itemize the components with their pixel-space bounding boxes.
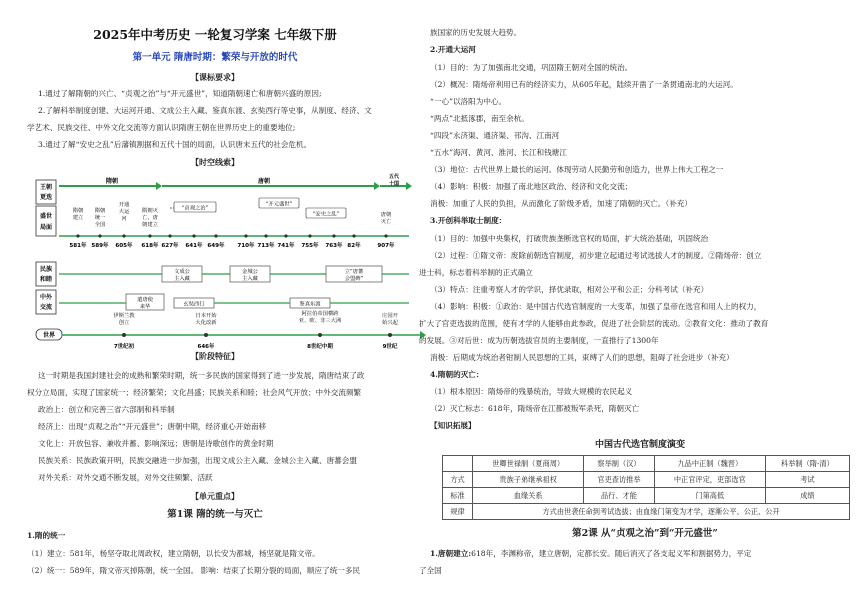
canal-item: “一心”以洛阳为中心。 xyxy=(430,97,507,106)
table-cell: 考试 xyxy=(765,472,849,488)
objective-line: 3.通过了解“安史之乱”后藩镇割据和五代十国的局面，认识唐末五代的社会危机。 xyxy=(38,140,312,149)
row-label-prosperity-2: 局面 xyxy=(39,224,53,231)
table-header-cell: 世卿世禄制（夏商周） xyxy=(473,456,584,472)
table-header-cell: 九品中正制（魏晋） xyxy=(654,456,765,472)
year-tick xyxy=(284,234,287,237)
table-header-cell: 科举制（隋-清） xyxy=(765,456,849,472)
row-label-dynasty-1: 王朝 xyxy=(39,184,53,191)
year-tick xyxy=(122,234,125,237)
feature-line: 对外关系：对外交通不断发展，对外交往频繁、活跃 xyxy=(38,473,213,482)
world-event-labels xyxy=(113,309,398,326)
event-unify: 隋朝 xyxy=(94,208,106,214)
year-tick xyxy=(168,234,171,237)
year-tick xyxy=(332,234,335,237)
row-label-prosperity-1: 盛世 xyxy=(39,213,53,220)
canal-item: （4）影响：积极：加强了南北地区政治、经济和文化交流； xyxy=(430,182,633,191)
table-cell: 门第高低 xyxy=(654,488,765,504)
table-cell: 中正官评定，吏部选官 xyxy=(654,472,765,488)
world-event-dot xyxy=(204,333,208,337)
row-label-foreign-2: 交流 xyxy=(39,304,53,311)
arrow-icon xyxy=(374,182,380,190)
timeline-heading: 【时空线索】 xyxy=(191,157,239,167)
lesson1-section-title: 1.隋的统一 xyxy=(27,531,66,540)
feature-line: 文化上：开放包容、兼收并蓄、影响深远；唐朝是诗歌创作的黄金时期 xyxy=(38,439,274,448)
foreign-event-xuanzang: 玄奘西行 xyxy=(183,301,205,308)
page-title: 2025年中考历史 一轮复习学案 七年级下册 xyxy=(93,27,337,42)
year-label: 741年 xyxy=(277,243,295,249)
year-label: 710年 xyxy=(237,243,255,249)
year-tick xyxy=(192,234,195,237)
table-cell: 方式由世袭任命到考试选拔；由血缘门第变为才学，逐渐公平、公正、公开 xyxy=(473,504,850,520)
year-label: 907年 xyxy=(377,243,395,249)
event-sui-fall: 隋朝灭 xyxy=(142,208,158,214)
year-label: 763年 xyxy=(325,243,343,249)
world-time: 7世纪初 xyxy=(113,344,135,350)
world-time: 646年 xyxy=(197,344,215,350)
world-event-dot xyxy=(122,333,126,337)
ethnic-event-alliance-2: 会盟碑” xyxy=(344,276,364,282)
lesson2-item xyxy=(430,549,751,559)
feature-line: 这一时期是我国封建社会的成熟和繁荣时期，统一多民族的国家得到了进一步发展，隋唐结束了政 xyxy=(38,371,365,380)
ethnic-event-jincheng: 金城公 xyxy=(242,269,258,275)
year-label: 82年 xyxy=(347,243,361,249)
year-label: 581年 xyxy=(69,243,87,249)
exam-item: （3）特点：注重考察人才的学识，择优录取，相对公平和公正；分科考试（补充） xyxy=(430,285,709,294)
event-canal-3: 河 xyxy=(121,216,127,222)
objective-line: 1.通过了解隋朝的兴亡、“贞观之治”与“开元盛世”，知道隋朝速亡和唐朝兴盛的原因; xyxy=(38,89,322,98)
world-event-dot xyxy=(318,333,322,337)
year-tick xyxy=(214,234,217,237)
world-time: 8世纪中期 xyxy=(307,344,333,350)
exam-item: 的发展。③对后世：成为历朝选拔官员的主要制度，一直推行了1300年 xyxy=(419,336,659,345)
ethnic-event-wencheng: 文成公 xyxy=(174,269,190,275)
period-kaiyuan-label: “开元盛世” xyxy=(265,201,293,208)
year-label: 618年 xyxy=(141,243,159,249)
table-cell: 标准 xyxy=(443,488,473,504)
row-label-dynasty-2: 更迭 xyxy=(39,194,53,201)
table-header-cell xyxy=(443,456,473,472)
fall-item: （2）灭亡标志：618年，隋炀帝在江都被叛军杀死，隋朝灭亡 xyxy=(430,404,640,413)
row-label-foreign-1: 中外 xyxy=(39,294,53,301)
event-tang-fall: 唐朝 xyxy=(380,212,392,218)
event-tang-fall-2: 灭亡 xyxy=(380,219,392,225)
event-unify-3: 全国 xyxy=(94,222,106,228)
table-cell: 官吏查访推举 xyxy=(584,472,655,488)
canal-item: （2）概况：隋炀帝利用已有的经济实力，从605年起，陆续开凿了一条贯通南北的大运河。 xyxy=(430,80,738,89)
canal-item: “两点”北抵涿郡，南至余杭。 xyxy=(430,114,529,123)
world-event-taika: 日本开始 xyxy=(195,313,217,319)
event-canal: 开通 xyxy=(118,202,130,208)
canal-item: “五水”海河、黄河、淮河、长江和钱塘江 xyxy=(430,148,567,157)
world-event-manor: 庄园开 xyxy=(382,313,398,319)
event-sui-founded-2: 建立 xyxy=(72,215,84,221)
sui-label: 隋朝 xyxy=(105,178,119,185)
table-cell: 规律 xyxy=(443,504,473,520)
table-header-row xyxy=(443,456,850,472)
section-title: 3.开创科举取士制度： xyxy=(430,216,507,225)
objectives-heading: 【课标要求】 xyxy=(191,72,239,82)
canal-item: 消极：加重了人民的负担，从而激化了阶级矛盾，加速了隋朝的灭亡。（补充） xyxy=(430,199,692,208)
period-anshi-label: “安史之乱” xyxy=(312,211,340,218)
objective-line: 学艺术、民族交往、中外文化交流等方面认识隋唐王朝在世界历史上的重要地位; xyxy=(27,123,296,132)
event-sui-fall-3: 朝建立 xyxy=(142,222,158,228)
feature-line: 权分立局面，实现了国家统一；经济繁荣；文化昌盛；民族关系和睦；社会风气开放；中外交流频繁 xyxy=(27,388,362,397)
event-unify-2: 统一 xyxy=(94,215,106,221)
event-canal-2: 大运 xyxy=(118,209,130,215)
feature-line: 政治上：创立和完善三省六部制和科举制 xyxy=(38,405,175,414)
foreign-event-envoys-2: 来华 xyxy=(139,304,151,310)
unit-title: 第一单元 隋唐时期：繁荣与开放的时代 xyxy=(132,52,298,63)
tang-label: 唐朝 xyxy=(257,178,271,185)
year-label: 713年 xyxy=(257,243,275,249)
arrow-icon xyxy=(156,182,162,190)
year-tick xyxy=(244,234,247,237)
selection-system-table xyxy=(442,455,850,520)
year-label: 627年 xyxy=(161,243,179,249)
year-tick xyxy=(264,234,267,237)
world-event-arab-2: 亚、欧、非三大洲 xyxy=(298,318,342,324)
row-label-ethnic-1: 民族 xyxy=(39,266,53,273)
extension-heading: 【知识拓展】 xyxy=(430,421,476,430)
exam-item: 消极：后期成为统治者钳制人民思想的工具，束缚了人们的思想，阻碍了社会进步（补充） xyxy=(430,353,734,362)
lesson1-title: 第1课 隋的统一与灭亡 xyxy=(167,509,263,520)
year-tick xyxy=(148,234,151,237)
world-event-taika-2: 大化改新 xyxy=(195,320,217,326)
continued-line: 族国家的历史发展大趋势。 xyxy=(430,28,522,37)
ethnic-event-alliance: 立“唐蕃 xyxy=(344,269,364,275)
section-title: 4.隋朝的灭亡： xyxy=(430,370,484,379)
canal-item: “四段”永济渠、通济渠、邗沟、江南河 xyxy=(430,131,560,140)
foreign-event-envoys: 遣唐使 xyxy=(137,297,153,303)
table-title: 中国古代选官制度演变 xyxy=(594,440,685,450)
five-dynasties-label: 五代 xyxy=(388,174,400,180)
year-label: 755年 xyxy=(301,243,319,249)
canal-item: （1）目的：为了加强南北交通，巩固隋王朝对全国的统治。 xyxy=(430,63,633,72)
row-label-ethnic-2: 和睦 xyxy=(39,276,53,283)
year-label: 641年 xyxy=(185,243,203,249)
foreign-event-jianzhen: 鉴真东渡 xyxy=(299,301,321,308)
year-label: 605年 xyxy=(115,243,133,249)
feature-line: 经济上：出现“贞观之治”“开元盛世”；唐朝中期，经济重心开始南移 xyxy=(38,422,267,431)
canal-item: （3）地位：古代世界上最长的运河。体现劳动人民勤劳和创造力，世界上伟大工程之一 xyxy=(430,165,724,174)
lesson2-title: 第2课 从“贞观之治”到“开元盛世” xyxy=(572,528,718,539)
exam-item: 进士科，标志着科举制的正式确立 xyxy=(419,268,533,277)
exam-item: 扩大了官吏选拔的范围，使有才学的人能够由此参政，促进了社会阶层的流动。②教育文化：推动了教育 xyxy=(419,319,769,328)
table-cell: 成绩 xyxy=(765,488,849,504)
key-points-heading: 【单元重点】 xyxy=(191,491,239,501)
world-time-labels xyxy=(114,342,398,350)
world-time: 9世纪 xyxy=(382,344,398,350)
year-tick xyxy=(98,234,101,237)
world-label: 世界 xyxy=(42,332,56,339)
feature-line: 民族关系：民族政策开明，民族交融进一步加强，出现文成公主入藏、金城公主入藏、唐蕃会盟 xyxy=(38,456,357,465)
lesson2-item: 了全国 xyxy=(419,566,442,575)
world-event-arab: 阿拉伯帝国横跨 xyxy=(301,311,339,317)
event-sui-fall-2: 亡，唐 xyxy=(142,215,158,221)
table-row xyxy=(443,504,850,520)
fall-item: （1）根本原因：隋炀帝的残暴统治，导致大规模的农民起义 xyxy=(430,387,633,396)
ethnic-event-jincheng-2: 主入藏 xyxy=(242,276,258,282)
year-tick xyxy=(308,234,311,237)
table-cell: 血缘关系 xyxy=(473,488,584,504)
year-label: 649年 xyxy=(207,243,225,249)
world-event-islam-2: 创立 xyxy=(118,320,130,326)
exam-item: （4）影响：积极：①政治：是中国古代选官制度的一大变革，加强了皇帝在选官和用人上的权力， xyxy=(430,302,762,311)
year-tick xyxy=(352,234,355,237)
table-cell: 品行、才能 xyxy=(584,488,655,504)
arrow-icon xyxy=(406,182,412,190)
year-tick xyxy=(384,234,387,237)
event-sui-founded: 隋朝 xyxy=(72,208,84,214)
table-cell: 贵族子弟继承祖权 xyxy=(473,472,584,488)
lesson2-item-text: 618年，李渊称帝，建立唐朝，定都长安。随后消灭了各支起义军和割据势力，平定 xyxy=(471,549,752,558)
lesson2-item-label: 1.唐朝建立: xyxy=(430,549,472,558)
period-zhenguan-label: “贞观之治” xyxy=(181,205,209,212)
five-dynasties-label-2: 十国 xyxy=(388,181,400,187)
row-label-box xyxy=(36,206,56,236)
year-label: 589年 xyxy=(91,243,109,249)
lesson1-item: （2）统一：589年，隋文帝灭掉陈朝，统一全国。 影响：结束了长期分裂的局面，顺应了统一多民 xyxy=(27,566,361,575)
table-cell: 方式 xyxy=(443,472,473,488)
table-row xyxy=(443,488,850,504)
world-event-islam: 伊斯兰教 xyxy=(113,313,135,319)
world-event-manor-2: 始兴起 xyxy=(382,320,398,326)
section-title: 2.开通大运河 xyxy=(430,45,476,54)
features-heading: 【阶段特征】 xyxy=(191,351,239,361)
table-row xyxy=(443,472,850,488)
world-event-dot xyxy=(388,333,392,337)
objective-line: 2.了解科举制度创建、大运河开通、文成公主入藏、鉴真东渡、玄奘西行等史事，从制度、经济、文 xyxy=(38,106,372,115)
ethnic-event-wencheng-2: 主入藏 xyxy=(174,276,190,282)
lesson1-item: （1）建立：581年，杨坚夺取北周政权，建立隋朝，以长安为都城，杨坚就是隋文帝。 xyxy=(27,549,320,558)
table-header-cell: 察举制（汉） xyxy=(584,456,655,472)
timeline-diagram xyxy=(34,172,430,354)
exam-item: （1）目的：加强中央集权，打破贵族垄断选官权的局面，扩大统治基础，巩固统治 xyxy=(430,234,709,243)
year-tick xyxy=(76,234,79,237)
exam-item: （2）过程：①隋文帝：废除前朝选官制度，初步建立起通过考试选拔人才的制度。②隋炀帝：创立 xyxy=(430,251,762,260)
